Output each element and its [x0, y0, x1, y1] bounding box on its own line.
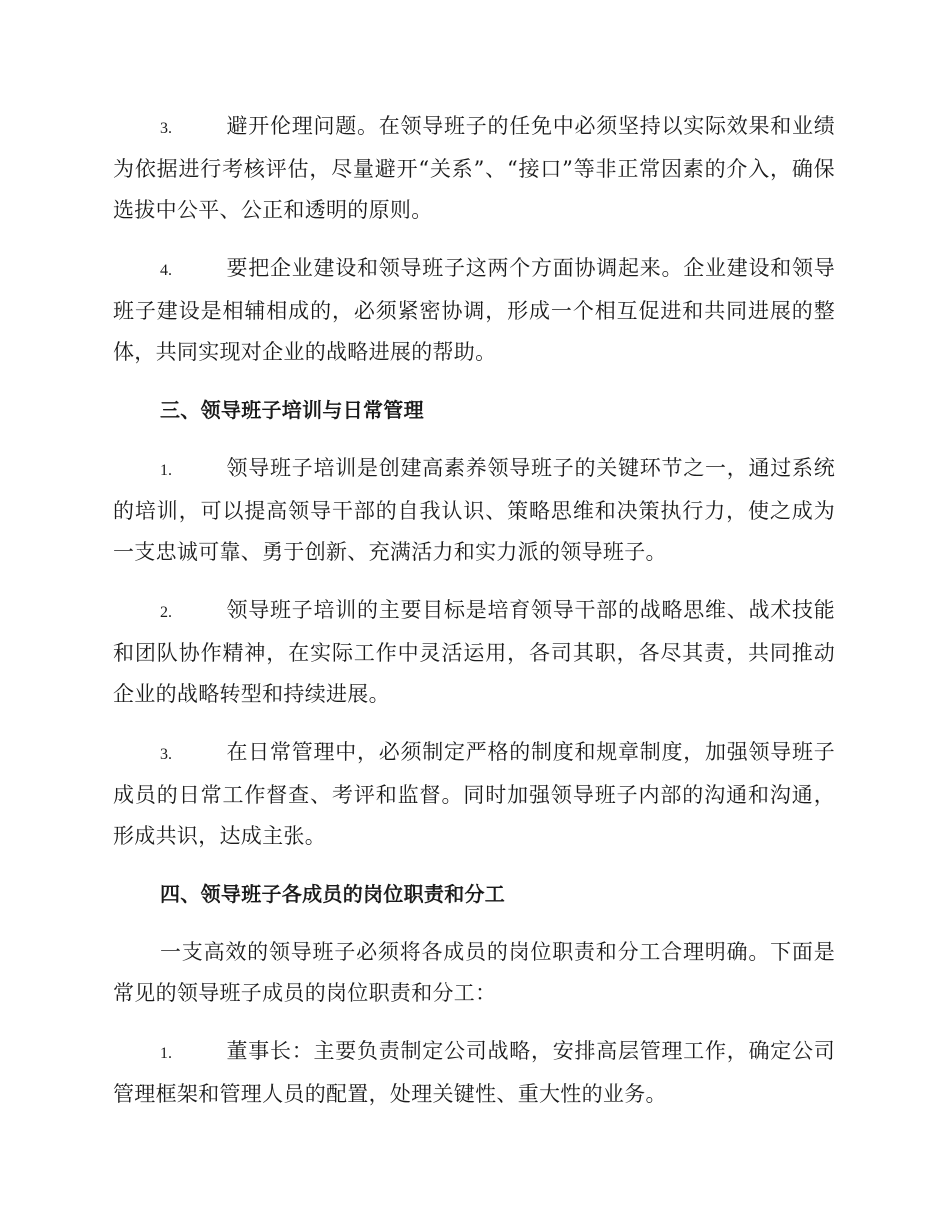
document-body	[113, 106, 835, 1132]
paragraph-text: 避开伦理问题。在领导班子的任免中必须坚持以实际效果和业绩为依据进行考核评估，尽量避开“关系”、“接口”等非正常因素的介入，确保选拔中公平、公正和透明的原则。	[113, 114, 835, 222]
numbered-paragraph	[113, 1031, 835, 1115]
paragraph-text: 在日常管理中，必须制定严格的制度和规章制度，加强领导班子成员的日常工作督查、考评和监督。同时加强领导班子内部的沟通和沟通，形成共识，达成主张。	[113, 740, 835, 848]
item-number: 1.	[160, 462, 172, 479]
numbered-paragraph	[113, 590, 835, 715]
numbered-paragraph	[113, 106, 835, 231]
paragraph-text: 要把企业建设和领导班子这两个方面协调起来。企业建设和领导班子建设是相辅相成的，必须紧密协调，形成一个相互促进和共同进展的整体，共同实现对企业的战略进展的帮助。	[113, 256, 835, 364]
item-number: 4.	[160, 262, 172, 279]
item-number: 3.	[160, 120, 172, 137]
item-number: 2.	[160, 604, 172, 621]
paragraph-text: 领导班子培训是创建高素养领导班子的关键环节之一，通过系统的培训，可以提高领导干部的自我认识、策略思维和决策执行力，使之成为一支忠诚可靠、勇于创新、充满活力和实力派的领导班子。	[113, 456, 835, 564]
numbered-paragraph	[113, 448, 835, 573]
numbered-paragraph	[113, 732, 835, 857]
section-heading: 三、领导班子培训与日常管理	[160, 398, 424, 422]
paragraph-text: 董事长：主要负责制定公司战略，安排高层管理工作，确定公司管理框架和管理人员的配置，处理关键性、重大性的业务。	[113, 1039, 835, 1106]
numbered-paragraph	[113, 248, 835, 373]
paragraph-text: 领导班子培训的主要目标是培育领导干部的战略思维、战术技能和团队协作精神，在实际工作中灵活运用，各司其职，各尽其责，共同推动企业的战略转型和持续进展。	[113, 598, 835, 706]
body-paragraph: 一支高效的领导班子必须将各成员的岗位职责和分工合理明确。下面是常见的领导班子成员的岗位职责和分工：	[113, 940, 835, 1005]
item-number: 3.	[160, 746, 172, 763]
item-number: 1.	[160, 1045, 172, 1062]
section-heading: 四、领导班子各成员的岗位职责和分工	[160, 882, 506, 906]
